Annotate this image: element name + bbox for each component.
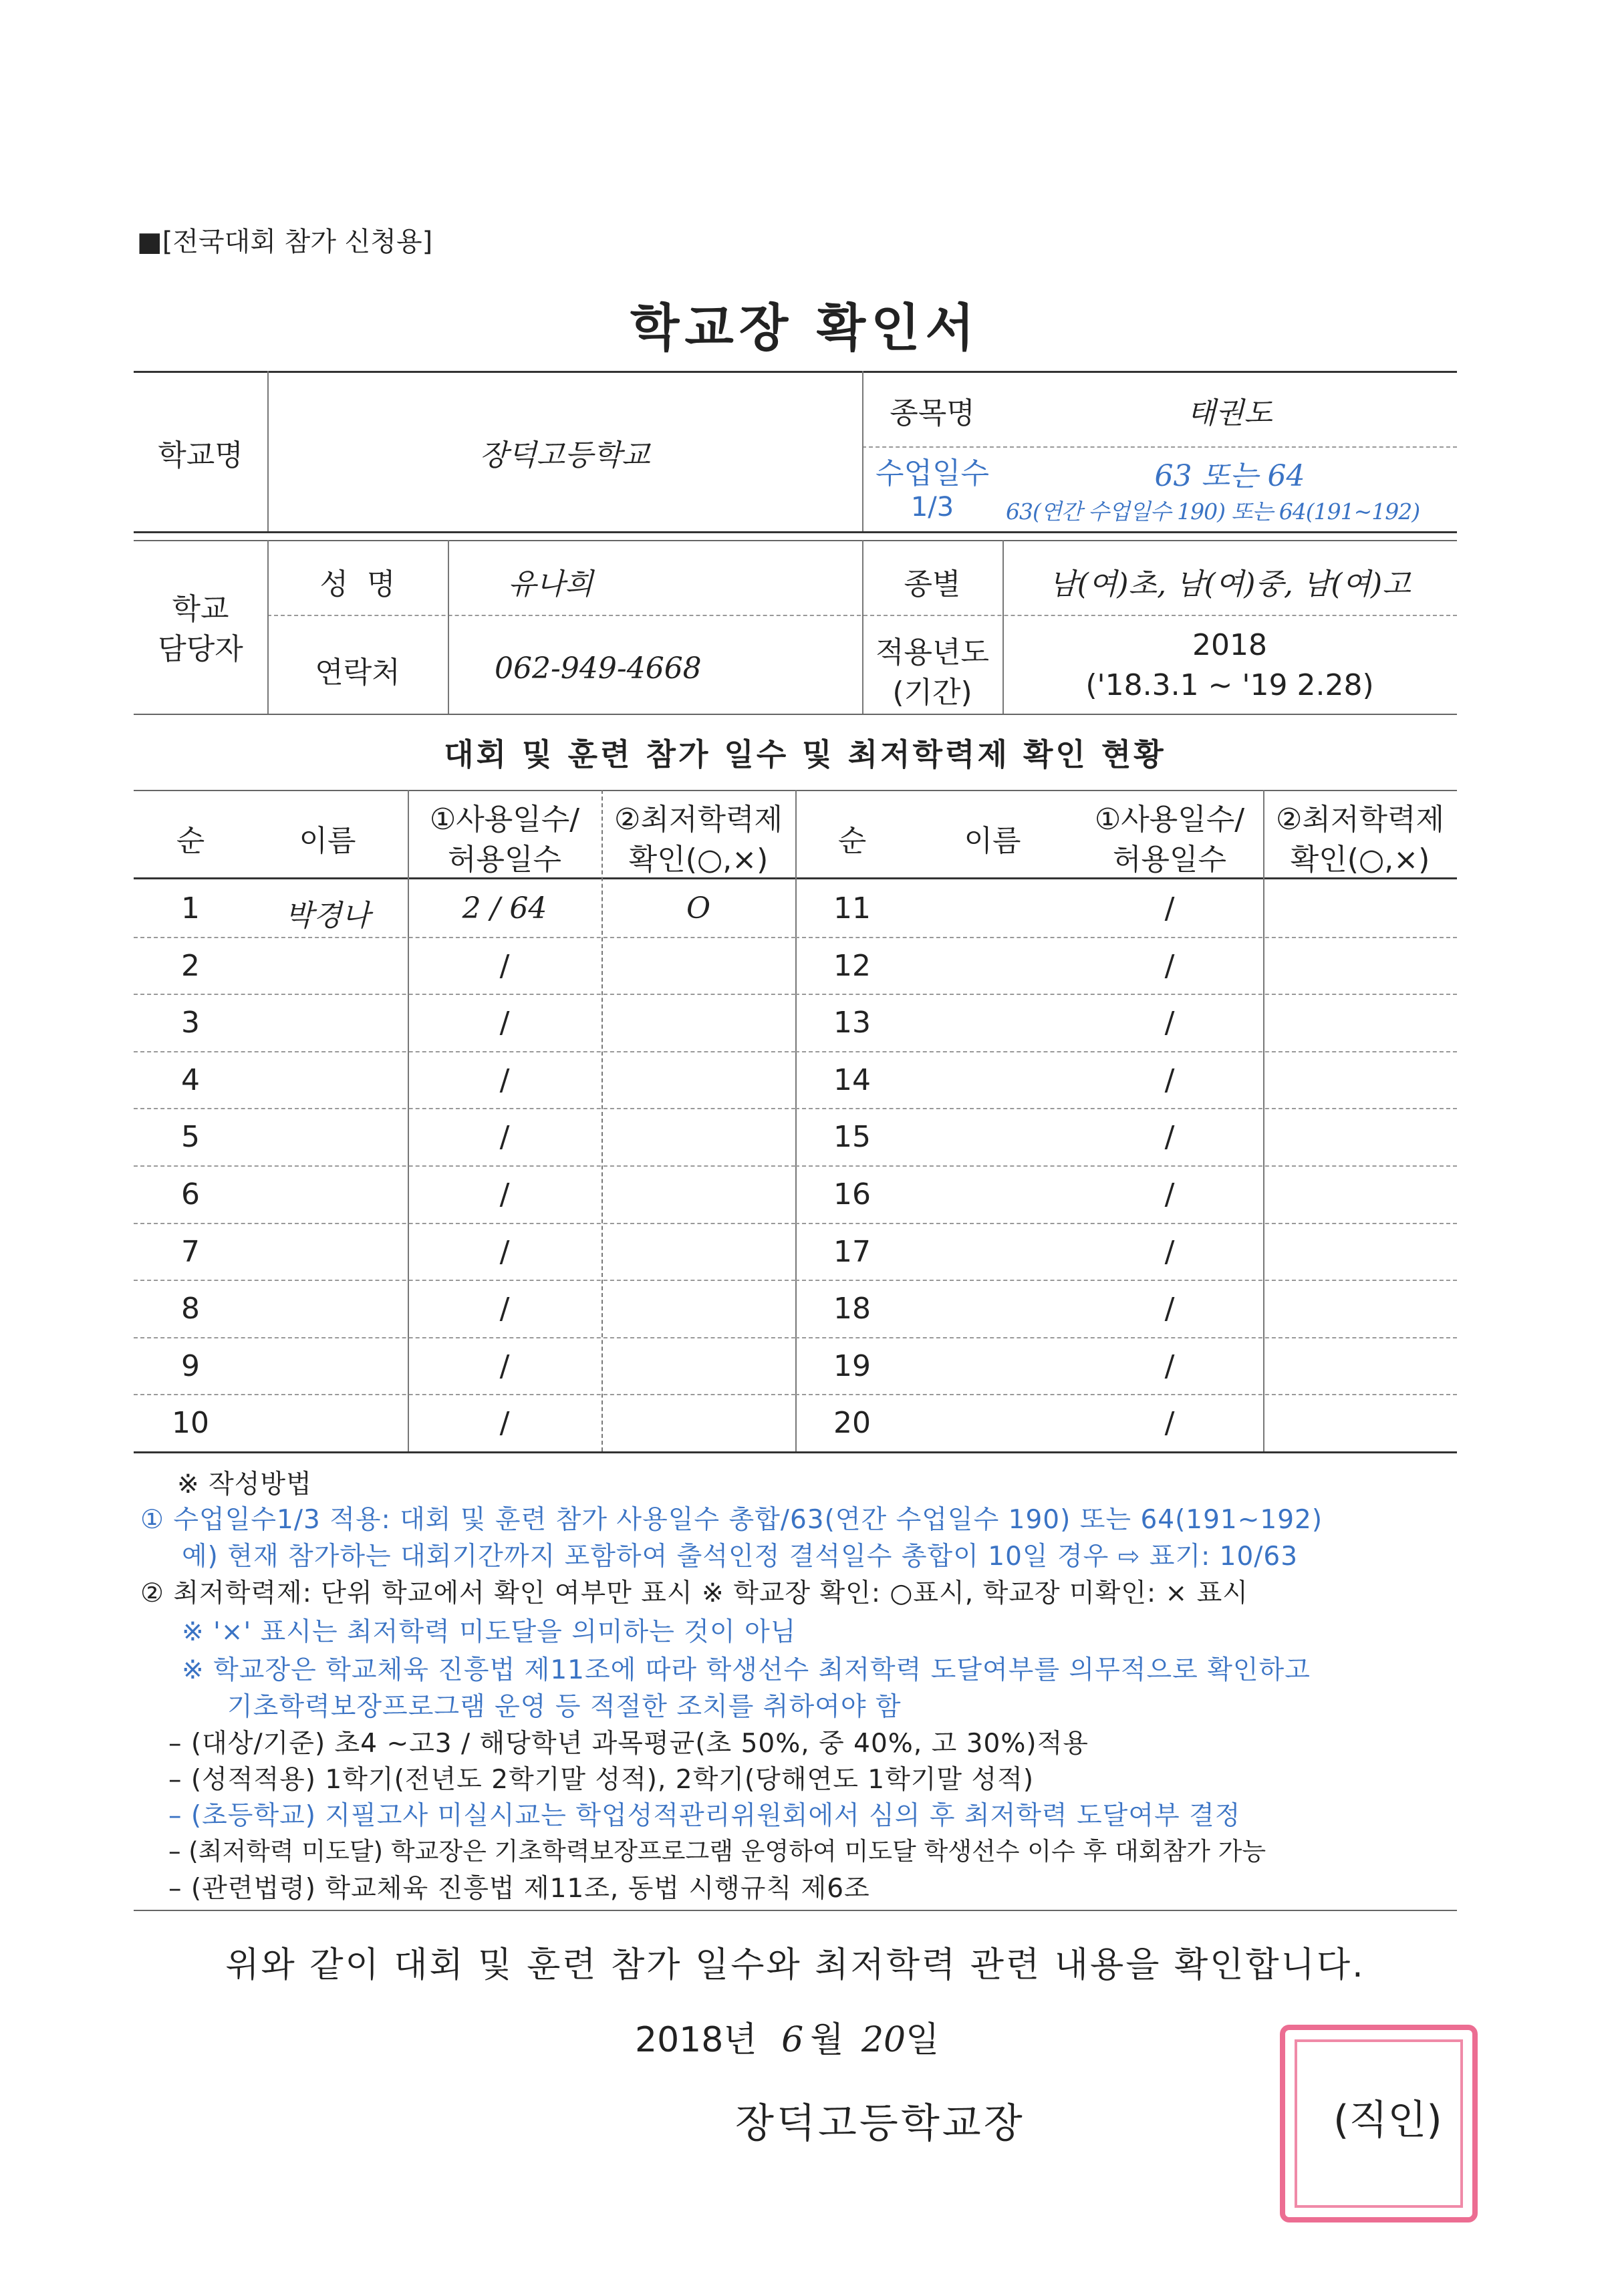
cell-days: / [499,1120,510,1155]
row-divider [795,1223,1457,1224]
th-check-left-2: 확인(○,×) [628,843,769,877]
row-divider [134,1394,795,1395]
date-month-label: 월 [810,2020,844,2060]
cell-no: 8 [181,1292,200,1326]
cell-no: 9 [181,1348,200,1383]
seal-label: (직인) [1333,2097,1442,2144]
row-divider [134,937,795,938]
divider [134,714,1457,715]
gender-value: 남(여)초, 남(여)중, 남(여)고 [1049,567,1411,601]
cell-days: / [1164,1120,1175,1155]
date-day: 20 [861,2020,906,2060]
row-divider [795,1108,1457,1109]
cell-days: / [499,1062,510,1097]
date-day-label: 일 [906,2020,940,2060]
cell-no: 16 [833,1177,871,1211]
note-4: ※ '×' 표시는 최저학력 미도달을 의미하는 것이 아님 [182,1617,797,1647]
cell-days: / [499,1234,510,1269]
note-8: – (성적적용) 1학기(전년도 2학기말 성적), 2학기(당해연도 1학기말 성적) [168,1765,1035,1795]
row-divider [795,994,1457,995]
th-no-right: 순 [837,824,867,858]
row-divider [795,1280,1457,1281]
name-label: 성 명 [319,567,396,601]
name-value: 유나희 [508,567,593,601]
cell-days: 2 / 64 [462,891,547,925]
row-divider [795,1394,1457,1395]
school-label: 학교명 [158,438,243,472]
note-7: – (대상/기준) 초4 ~고3 / 해당학년 과목평균(초 50%, 중 40%, 고 30%)적용 [168,1729,1089,1759]
cell-days: / [499,1292,510,1326]
divider [134,1910,1457,1911]
cell-days: / [499,1006,510,1040]
cell-no: 4 [181,1062,200,1097]
year-value-2: ('18.3.1 ~ '19 2.28) [1085,668,1374,702]
cell-no: 18 [833,1292,871,1326]
row-divider [134,1223,795,1224]
sport-value: 태권도 [1187,396,1272,430]
th-name-left: 이름 [299,824,356,858]
cell-no: 19 [833,1348,871,1383]
cell-no: 13 [833,1006,871,1040]
sport-label: 종목명 [890,396,975,430]
cell-days: / [499,1348,510,1383]
cell-no: 3 [181,1006,200,1040]
note-6: 기초학력보장프로그램 운영 등 적절한 조치를 취하여야 함 [227,1692,902,1722]
principal-name: 장덕고등학교장 [735,2100,1025,2147]
year-value-1: 2018 [1192,628,1267,662]
note-10: – (최저학력 미도달) 학교장은 기초학력보장프로그램 운영하여 미도달 학생선수 이수 후 대회참가 가능 [168,1837,1266,1866]
row-divider [134,1051,795,1052]
manager-label-1: 학교 [172,592,229,626]
contact-value: 062-949-4668 [495,652,702,686]
cell-no: 20 [833,1406,871,1441]
date-year: 2018년 [635,2020,757,2060]
cell-days: / [1164,1177,1175,1211]
row-divider [134,1337,795,1338]
days-label-2: 1/3 [910,492,954,523]
year-label-2: (기간) [892,676,972,710]
cell-no: 7 [181,1234,200,1269]
th-check-right-1: ②최저학력제 [1276,803,1444,837]
cell-no: 6 [181,1177,200,1211]
row-divider [795,937,1457,938]
cell-no: 2 [181,948,200,983]
divider [134,531,1457,533]
cell-check: O [686,891,711,925]
cell-days: / [1164,948,1175,983]
note-3: ② 최저학력제: 단위 학교에서 확인 여부만 표시 ※ 학교장 확인: ○표시, 학교장 미확인: × 표시 [140,1578,1248,1608]
table-title: 대회 및 훈련 참가 일수 및 최저학력제 확인 현황 [444,736,1166,772]
note-5: ※ 학교장은 학교체육 진흥법 제11조에 따라 학생선수 최저학력 도달여부를 의무적으로 확인하고 [182,1655,1311,1685]
cell-no: 11 [833,891,871,925]
divider [134,540,1457,541]
th-name-right: 이름 [964,824,1021,858]
manager-label-2: 담당자 [158,632,243,666]
th-days-right-1: ①사용일수/ [1094,803,1245,837]
divider [448,540,449,714]
th-check-left-1: ②최저학력제 [614,803,783,837]
cell-no: 14 [833,1062,871,1097]
note-9: – (초등학교) 지필고사 미실시교는 학업성적관리위원회에서 심의 후 최저학력 도달여부 결정 [168,1801,1241,1831]
days-value-2: 63(연간 수업일수 190) 또는 64(191~192) [1006,498,1420,525]
note-1: ① 수업일수1/3 적용: 대회 및 훈련 참가 사용일수 총합/63(연간 수업일수 190) 또는 64(191~192) [140,1505,1323,1535]
contact-label: 연락처 [315,656,400,690]
cell-no: 17 [833,1234,871,1269]
row-divider [134,1108,795,1109]
year-label-1: 적용년도 [875,635,989,670]
cell-days: / [1164,1292,1175,1326]
cell-days: / [1164,1006,1175,1040]
cell-days: / [1164,1234,1175,1269]
cell-days: / [1164,1348,1175,1383]
th-days-right-2: 허용일수 [1112,843,1226,877]
gender-label: 종별 [904,567,961,601]
divider [134,1451,1457,1453]
page-title: 학교장 확인서 [630,298,980,357]
form-type: ■[전국대회 참가 신청용] [137,227,433,257]
school-value: 장덕고등학교 [479,438,650,472]
days-value-1: 63 또는 64 [1154,459,1305,493]
cell-days: / [499,1406,510,1441]
divider [601,790,603,1451]
row-divider [795,1051,1457,1052]
th-check-right-2: 확인(○,×) [1290,843,1430,877]
divider [1263,790,1264,1451]
cell-days: / [499,948,510,983]
th-days-left-2: 허용일수 [447,843,561,877]
confirmation-text: 위와 같이 대회 및 훈련 참가 일수와 최저학력 관련 내용을 확인합니다. [225,1945,1365,1985]
cell-no: 10 [172,1406,209,1441]
divider [862,446,1457,448]
row-divider [795,1165,1457,1167]
cell-no: 1 [181,891,200,925]
cell-days: / [1164,1062,1175,1097]
date-month: 6 [781,2020,804,2060]
th-days-left-1: ①사용일수/ [429,803,580,837]
note-2: 예) 현재 참가하는 대회기간까지 포함하여 출석인정 결석일수 총합이 10일 경우 ⇨ 표기: 10/63 [182,1542,1299,1572]
row-divider [134,1165,795,1167]
note-11: – (관련법령) 학교체육 진흥법 제11조, 동법 시행규칙 제6조 [168,1874,870,1904]
row-divider [795,1337,1457,1338]
date-line [635,2011,939,2061]
cell-name: 박경나 [285,899,370,933]
cell-days: / [1164,1406,1175,1441]
row-divider [134,994,795,995]
notes-title: ※ 작성방법 [177,1469,312,1499]
cell-days: / [1164,891,1175,925]
cell-no: 15 [833,1120,871,1155]
cell-no: 5 [181,1120,200,1155]
divider [134,371,1457,373]
days-label-1: 수업일수 [875,456,989,490]
th-no-left: 순 [176,824,205,858]
row-divider [134,1280,795,1281]
cell-no: 12 [833,948,871,983]
cell-days: / [499,1177,510,1211]
